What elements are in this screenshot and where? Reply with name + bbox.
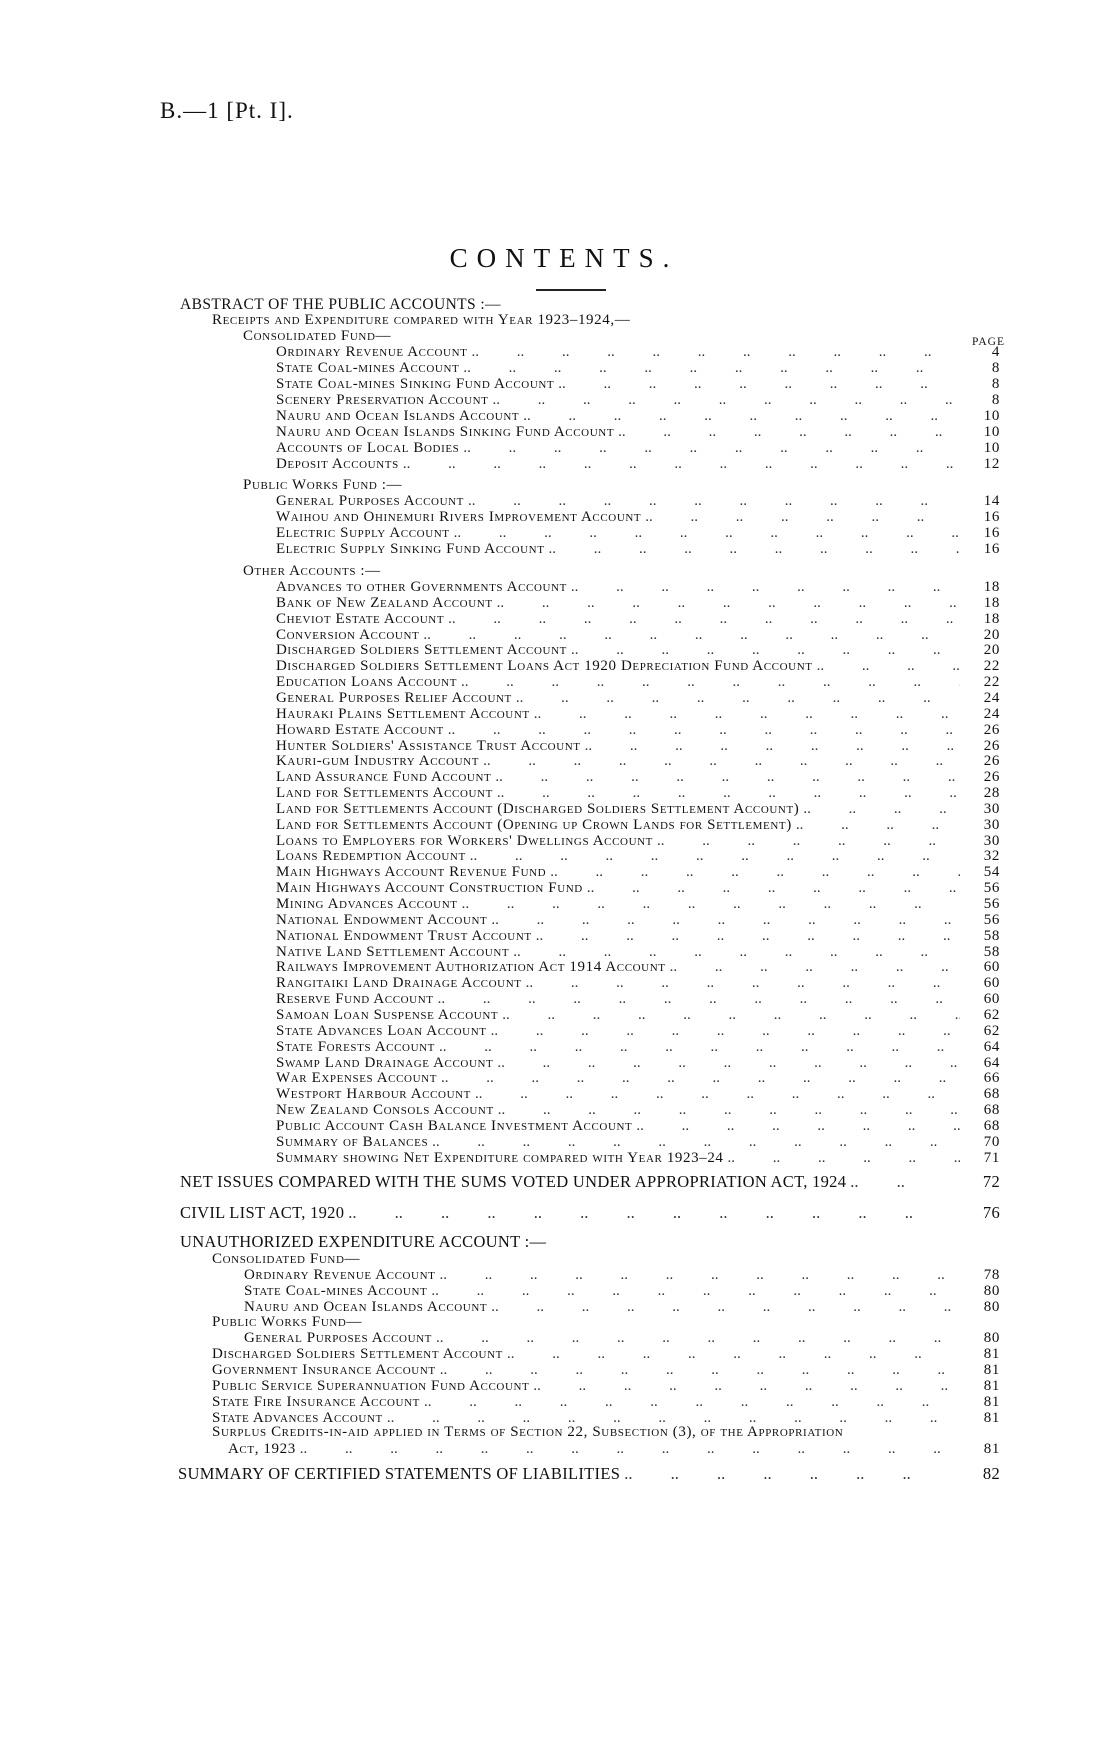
document-code: B.—1 [Pt. I]. — [160, 98, 294, 123]
toc-entry — [276, 595, 960, 612]
toc-entry — [276, 579, 960, 596]
entry-label: Land for Settlements Account (Discharged Soldiers Settlement Account) — [276, 800, 800, 817]
entry-page-number: 26 — [983, 769, 1000, 786]
surplus-entry-line1: Surplus Credits-in-aid applied in Terms of Section 22, Subsection (3), of the Appropriation — [212, 1424, 844, 1440]
entry-page-number: 64 — [983, 1054, 1000, 1071]
entry-label: Summary showing Net Expenditure compared with Year 1923–24 — [276, 1149, 724, 1166]
entry-page-number: 58 — [983, 943, 1000, 960]
entry-page-number: 16 — [983, 509, 1000, 525]
toc-entry — [276, 1150, 960, 1167]
toc-entry — [244, 1283, 960, 1300]
entry-page-number: 56 — [983, 880, 1000, 897]
entry-label: Bank of New Zealand Account — [276, 594, 493, 611]
entry-page-number: 81 — [983, 1346, 1000, 1362]
entry-page-number: 71 — [983, 1149, 1000, 1166]
entry-label: Public Account Cash Balance Investment Account — [276, 1117, 633, 1134]
entry-label: SUMMARY OF CERTIFIED STATEMENTS OF LIABILITIES — [178, 1464, 621, 1483]
toc-entry — [244, 1330, 960, 1347]
entry-page-number: 26 — [983, 753, 1000, 770]
entry-page-number: 81 — [983, 1362, 1000, 1378]
entry-page-number: 18 — [983, 594, 1000, 611]
toc-entry — [276, 785, 960, 802]
entry-label: Reserve Fund Account — [276, 991, 434, 1008]
entry-page-number: 32 — [983, 848, 1000, 865]
toc-entry — [212, 1362, 960, 1379]
toc-entry — [212, 1378, 960, 1395]
toc-entry — [276, 1007, 960, 1024]
toc-entry — [276, 975, 960, 992]
toc-entry — [276, 1039, 960, 1056]
entry-label: Education Loans Account — [276, 674, 458, 691]
entry-label: Conversion Account — [276, 626, 420, 643]
toc-entry — [276, 1055, 960, 1072]
toc-entry — [276, 848, 960, 865]
entry-page-number: 62 — [983, 1022, 1000, 1039]
entry-label: Electric Supply Sinking Fund Account — [276, 541, 545, 557]
entry-page-number: 20 — [983, 626, 1000, 643]
toc-entry — [276, 928, 960, 945]
section-heading-abstract: ABSTRACT OF THE PUBLIC ACCOUNTS :— — [180, 296, 501, 313]
entry-page-number: 12 — [983, 456, 1000, 472]
entry-page-number: 78 — [983, 1267, 1000, 1283]
entry-label: State Coal-mines Sinking Fund Account — [276, 376, 555, 392]
entry-label: Discharged Soldiers Settlement Account — [276, 642, 567, 659]
entry-label: Hauraki Plains Settlement Account — [276, 705, 530, 722]
toc-entry — [276, 896, 960, 913]
entry-label: Hunter Soldiers' Assistance Trust Account — [276, 737, 581, 754]
entry-page-number: 80 — [983, 1330, 1000, 1346]
entry-page-number: 81 — [983, 1410, 1000, 1426]
toc-entry — [276, 424, 960, 441]
entry-page-number: 14 — [983, 493, 1000, 509]
entry-page-number: 20 — [983, 642, 1000, 659]
entry-label: General Purposes Account — [244, 1330, 432, 1346]
toc-entry — [276, 944, 960, 961]
entry-label: Electric Supply Account — [276, 525, 450, 541]
entry-label: Ordinary Revenue Account — [244, 1267, 436, 1283]
entry-label: Cheviot Estate Account — [276, 610, 445, 627]
toc-entry-surplus — [228, 1441, 956, 1458]
entry-label: Nauru and Ocean Islands Account — [276, 408, 520, 424]
entry-page-number: 10 — [983, 408, 1000, 424]
toc-entry — [276, 493, 960, 510]
toc-entry-net-issues — [180, 1172, 940, 1192]
entry-page-number: 24 — [983, 705, 1000, 722]
entry-label: Summary of Balances — [276, 1133, 429, 1150]
entry-label: Scenery Preservation Account — [276, 392, 489, 408]
entry-page-number: 30 — [983, 800, 1000, 817]
toc-entry — [212, 1346, 960, 1363]
entry-page-number: 10 — [983, 424, 1000, 440]
entry-label: General Purposes Relief Account — [276, 689, 512, 706]
section-heading-unauthorized: UNAUTHORIZED EXPENDITURE ACCOUNT :— — [180, 1232, 547, 1251]
group-heading-consolidated: Consolidated Fund— — [243, 328, 392, 344]
entry-label: Nauru and Ocean Islands Account — [244, 1299, 488, 1315]
toc-entry — [276, 408, 960, 425]
entry-page-number: 26 — [983, 721, 1000, 738]
entry-page-number: 68 — [983, 1117, 1000, 1134]
entry-page-number: 56 — [983, 911, 1000, 928]
entry-page-number: 64 — [983, 1038, 1000, 1055]
toc-entry-summary-liabilities — [178, 1464, 950, 1484]
entry-page-number: 60 — [983, 975, 1000, 992]
toc-entry — [276, 541, 960, 558]
entry-page-number: 16 — [983, 525, 1000, 541]
entry-page-number: 81 — [983, 1378, 1000, 1394]
entry-label: State Coal-mines Account — [276, 360, 460, 376]
entry-label: Samoan Loan Suspense Account — [276, 1006, 499, 1023]
entry-page-number: 80 — [983, 1283, 1000, 1299]
toc-entry — [276, 769, 960, 786]
entry-label: Deposit Accounts — [276, 456, 399, 472]
toc-entry — [276, 376, 960, 393]
entry-page-number: 72 — [982, 1172, 1000, 1191]
entry-label: Westport Harbour Account — [276, 1086, 471, 1103]
entry-page-number: 22 — [983, 674, 1000, 691]
subsection-heading-receipts: Receipts and Expenditure compared with Year 1923–1924,— — [212, 312, 631, 328]
entry-label: State Forests Account — [276, 1038, 435, 1055]
entry-page-number: 68 — [983, 1102, 1000, 1119]
entry-page-number: 18 — [983, 610, 1000, 627]
group-heading-unauth-consolidated: Consolidated Fund— — [212, 1251, 361, 1267]
toc-entry — [276, 690, 960, 707]
entry-page-number: 56 — [983, 896, 1000, 912]
toc-entry — [276, 627, 960, 644]
entry-page-number: 68 — [983, 1086, 1000, 1103]
toc-entry — [212, 1394, 960, 1411]
entry-page-number: 8 — [991, 392, 1000, 408]
toc-entry — [276, 456, 960, 473]
entry-label: Accounts of Local Bodies — [276, 440, 460, 456]
entry-label: Act, 1923 — [228, 1441, 296, 1457]
entry-label: Mining Advances Account — [276, 896, 458, 912]
toc-entry — [276, 509, 960, 526]
entry-label: Advances to other Governments Account — [276, 579, 567, 595]
toc-entry — [276, 1070, 960, 1087]
page-column-label: PAGE — [972, 336, 1005, 348]
toc-entry-civil-list — [180, 1203, 950, 1223]
entry-label: Loans Redemption Account — [276, 848, 466, 865]
entry-label: Railways Improvement Authorization Act 1914 Account — [276, 959, 666, 976]
toc-entry — [276, 722, 960, 739]
entry-page-number: 10 — [983, 440, 1000, 456]
entry-page-number: 8 — [991, 376, 1000, 392]
entry-label: National Endowment Account — [276, 911, 488, 928]
group-heading-other-accounts: Other Accounts :— — [243, 563, 381, 579]
toc-entry — [276, 753, 960, 770]
toc-entry — [276, 1086, 960, 1103]
entry-page-number: 81 — [983, 1441, 1000, 1457]
toc-entry — [276, 611, 960, 628]
entry-label: New Zealand Consols Account — [276, 1102, 494, 1119]
entry-label: Land for Settlements Account — [276, 785, 493, 802]
toc-entry — [276, 1102, 960, 1119]
toc-entry — [276, 738, 960, 755]
toc-entry — [276, 801, 960, 818]
entry-label: Swamp Land Drainage Account — [276, 1054, 494, 1071]
entry-label: Waihou and Ohinemuri Rivers Improvement Account — [276, 509, 642, 525]
toc-entry — [276, 706, 960, 723]
entry-label: Rangitaiki Land Drainage Account — [276, 975, 522, 992]
entry-page-number: 8 — [991, 360, 1000, 376]
toc-entry — [276, 959, 960, 976]
entry-page-number: 24 — [983, 689, 1000, 706]
entry-label: Loans to Employers for Workers' Dwellings Account — [276, 832, 653, 849]
toc-entry — [276, 912, 960, 929]
entry-page-number: 76 — [982, 1203, 1000, 1222]
entry-label: Land for Settlements Account (Opening up Crown Lands for Settlement) — [276, 816, 792, 833]
entry-label: CIVIL LIST ACT, 1920 — [180, 1203, 345, 1222]
group-heading-unauth-public-works: Public Works Fund— — [212, 1314, 363, 1330]
entry-page-number: 26 — [983, 737, 1000, 754]
toc-entry — [276, 991, 960, 1008]
entry-label: Native Land Settlement Account — [276, 943, 510, 960]
entry-page-number: 82 — [982, 1464, 1000, 1483]
entry-page-number: 54 — [983, 864, 1000, 881]
entry-label: Main Highways Account Construction Fund — [276, 880, 583, 897]
toc-entry — [276, 642, 960, 659]
entry-page-number: 70 — [983, 1133, 1000, 1150]
entry-label: Main Highways Account Revenue Fund — [276, 864, 547, 881]
entry-label: Land Assurance Fund Account — [276, 769, 492, 786]
toc-entry — [276, 674, 960, 691]
entry-page-number: 30 — [983, 816, 1000, 833]
entry-label: Discharged Soldiers Settlement Account — [212, 1346, 503, 1362]
entry-label: Discharged Soldiers Settlement Loans Act 1920 Depreciation Fund Account — [276, 658, 813, 675]
toc-entry — [276, 440, 960, 457]
entry-label: Public Service Superannuation Fund Account — [212, 1378, 530, 1394]
toc-entry — [276, 392, 960, 409]
entry-label: State Coal-mines Account — [244, 1283, 428, 1299]
entry-label: Howard Estate Account — [276, 721, 444, 738]
toc-entry — [276, 344, 960, 361]
entry-page-number: 28 — [983, 785, 1000, 802]
entry-label: Ordinary Revenue Account — [276, 344, 468, 360]
entry-page-number: 22 — [983, 658, 1000, 675]
entry-page-number: 4 — [991, 344, 1000, 360]
toc-entry — [276, 817, 960, 834]
entry-page-number: 30 — [983, 832, 1000, 849]
entry-page-number: 62 — [983, 1006, 1000, 1023]
entry-page-number: 60 — [983, 959, 1000, 976]
entry-label: NET ISSUES COMPARED WITH THE SUMS VOTED UNDER APPROPRIATION ACT, 1924 — [180, 1172, 847, 1191]
toc-entry — [276, 1118, 960, 1135]
entry-page-number: 66 — [983, 1070, 1000, 1087]
entry-page-number: 58 — [983, 927, 1000, 944]
entry-label: General Purposes Account — [276, 493, 464, 509]
toc-entry — [276, 833, 960, 850]
entry-page-number: 18 — [983, 579, 1000, 595]
entry-page-number: 60 — [983, 991, 1000, 1008]
entry-label: Government Insurance Account — [212, 1362, 436, 1378]
entry-label: War Expenses Account — [276, 1070, 438, 1087]
toc-entry — [276, 864, 960, 881]
entry-label: Nauru and Ocean Islands Sinking Fund Account — [276, 424, 615, 440]
entry-page-number: 80 — [983, 1299, 1000, 1315]
entry-page-number: 81 — [983, 1394, 1000, 1410]
entry-label: Kauri-gum Industry Account — [276, 753, 480, 770]
group-heading-public-works: Public Works Fund :— — [243, 477, 403, 493]
toc-entry — [244, 1267, 960, 1284]
toc-entry — [276, 880, 960, 897]
entry-label: State Advances Account — [212, 1410, 383, 1426]
toc-entry — [276, 658, 960, 675]
entry-label: State Fire Insurance Account — [212, 1394, 420, 1410]
page-title: CONTENTS. — [449, 243, 679, 273]
toc-entry — [276, 1134, 960, 1151]
entry-label: State Advances Loan Account — [276, 1022, 487, 1039]
toc-entry — [276, 1023, 960, 1040]
toc-entry — [276, 525, 960, 542]
toc-entry — [276, 360, 960, 377]
entry-label: National Endowment Trust Account — [276, 927, 532, 944]
entry-page-number: 16 — [983, 541, 1000, 557]
